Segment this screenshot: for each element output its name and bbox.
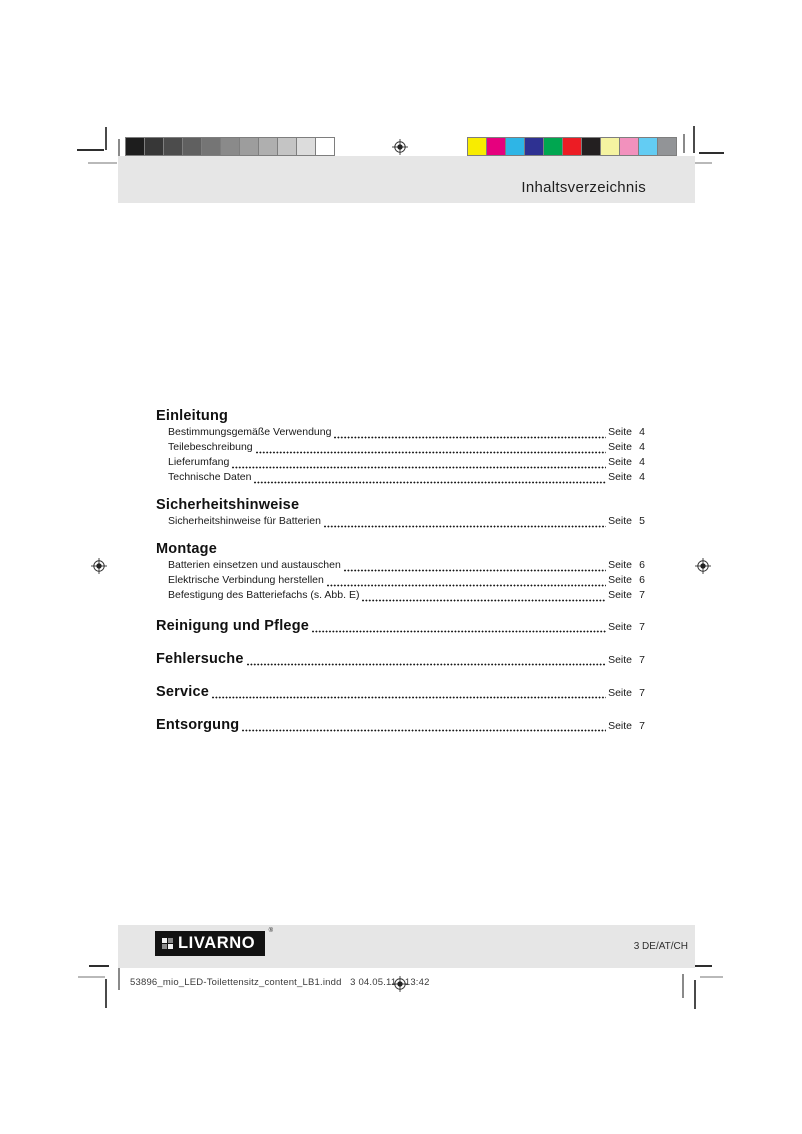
crop-mark-bottom-left-horizontal: [89, 965, 109, 967]
crop-tick-top-left: [118, 139, 120, 156]
dot-leader: [254, 481, 606, 484]
dot-leader: [242, 729, 606, 732]
calibration-swatch: [619, 137, 639, 156]
logo-grid-square: [168, 938, 173, 943]
toc-section-title-row: [156, 683, 645, 703]
grayscale-calibration-bar: [125, 137, 335, 156]
calibration-swatch: [562, 137, 582, 156]
toc-section-title-row: [156, 716, 645, 736]
toc-section: [156, 540, 645, 604]
dot-leader: [334, 436, 606, 439]
page-number: 4: [639, 441, 645, 453]
calibration-swatch: [600, 137, 620, 156]
toc-entry-label: Batterien einsetzen und austauschen: [168, 559, 341, 571]
toc-entry: [156, 589, 645, 604]
toc-section: [156, 716, 645, 736]
toc-entry-label: Lieferumfang: [168, 456, 230, 468]
page-word: Seite: [608, 687, 632, 699]
crop-mark-bottom-right-horizontal-light: [700, 976, 723, 978]
calibration-swatch: [277, 137, 297, 156]
page-number-region-label: 3 DE/AT/CH: [633, 941, 688, 952]
page-number: 7: [639, 654, 645, 666]
toc-section-title-row: [156, 650, 645, 670]
toc-entry-label: Teilebeschreibung: [168, 441, 253, 453]
toc-entry-label: Elektrische Verbindung herstellen: [168, 574, 324, 586]
toc-entry-label: Technische Daten: [168, 471, 252, 483]
page-word: Seite: [608, 515, 632, 527]
page-word: Seite: [608, 720, 632, 732]
page-word: Seite: [608, 471, 632, 483]
page-number: 7: [639, 720, 645, 732]
calibration-swatch: [467, 137, 487, 156]
toc-entry: [156, 441, 645, 456]
table-of-contents: [156, 407, 645, 736]
dot-leader: [232, 466, 606, 469]
calibration-swatch: [125, 137, 145, 156]
toc-section: [156, 496, 645, 530]
dot-leader: [256, 451, 606, 454]
toc-section-title-row: [156, 407, 645, 426]
page-word: Seite: [608, 574, 632, 586]
crop-tick-top-right: [683, 134, 685, 153]
page-number: 7: [639, 621, 645, 633]
calibration-swatch: [144, 137, 164, 156]
crop-tick-bottom-right: [682, 974, 684, 998]
toc-entry-label: Bestimmungsgemäße Verwendung: [168, 426, 332, 438]
header-bar: [118, 156, 695, 203]
toc-section-title: Entsorgung: [156, 717, 240, 733]
toc-section: [156, 407, 645, 486]
page-word: Seite: [608, 589, 632, 601]
page-number: 4: [639, 456, 645, 468]
toc-section-title-row: [156, 540, 645, 559]
dot-leader: [247, 663, 606, 666]
toc-section-title: Montage: [156, 541, 218, 557]
calibration-swatch: [638, 137, 658, 156]
page-word: Seite: [608, 654, 632, 666]
color-calibration-bar: [467, 137, 677, 156]
toc-section-title: Reinigung und Pflege: [156, 618, 310, 634]
toc-entry: [156, 574, 645, 589]
toc-section-title-row: [156, 617, 645, 637]
calibration-swatch: [505, 137, 525, 156]
calibration-swatch: [657, 137, 677, 156]
dot-leader: [312, 630, 606, 633]
toc-section-title-row: [156, 496, 645, 515]
toc-entry: [156, 559, 645, 574]
page-number: 4: [639, 471, 645, 483]
calibration-swatch: [486, 137, 506, 156]
toc-section: [156, 683, 645, 703]
registration-mark-icon: [91, 558, 108, 575]
logo-grid-square: [162, 944, 167, 949]
toc-section-title: Einleitung: [156, 408, 229, 424]
toc-entry-label: Sicherheitshinweise für Batterien: [168, 515, 321, 527]
crop-mark-bottom-left-horizontal-light: [78, 976, 105, 978]
page-word: Seite: [608, 559, 632, 571]
calibration-swatch: [543, 137, 563, 156]
registered-trademark-symbol: ®: [268, 928, 273, 934]
crop-mark-top-right-vertical: [693, 126, 695, 153]
livarno-logo-grid-icon: [162, 938, 173, 949]
livarno-logo-text: LIVARNO: [178, 934, 256, 953]
toc-section: [156, 650, 645, 670]
page-word: Seite: [608, 456, 632, 468]
toc-section-title: Service: [156, 684, 209, 700]
page-word: Seite: [608, 621, 632, 633]
toc-section-title: Fehlersuche: [156, 651, 244, 667]
calibration-swatch: [163, 137, 183, 156]
livarno-logo: [155, 928, 273, 956]
logo-grid-square: [168, 944, 173, 949]
page-number: 6: [639, 574, 645, 586]
calibration-swatch: [296, 137, 316, 156]
calibration-swatch: [220, 137, 240, 156]
calibration-swatch: [182, 137, 202, 156]
page-number: 7: [639, 687, 645, 699]
footer-bar: [118, 925, 695, 968]
toc-entry: [156, 426, 645, 441]
crop-mark-bottom-right-vertical: [694, 980, 696, 1009]
page-word: Seite: [608, 426, 632, 438]
logo-grid-square: [162, 938, 167, 943]
page-word: Seite: [608, 441, 632, 453]
calibration-swatch: [524, 137, 544, 156]
dot-leader: [327, 584, 606, 587]
page-number: 5: [639, 515, 645, 527]
print-file-info: 53896_mio_LED-Toilettensitz_content_LB1.indd 3 04.05.11 13:42: [130, 977, 430, 988]
toc-entry: [156, 515, 645, 530]
calibration-swatch: [239, 137, 259, 156]
page-number: 4: [639, 426, 645, 438]
calibration-swatch: [581, 137, 601, 156]
crop-mark-top-right-horizontal: [699, 152, 724, 154]
toc-section-title: Sicherheitshinweise: [156, 497, 300, 513]
crop-mark-top-left-horizontal: [77, 149, 104, 151]
registration-mark-icon: [392, 139, 409, 156]
dot-leader: [362, 599, 606, 602]
registration-mark-icon: [695, 558, 712, 575]
dot-leader: [212, 696, 606, 699]
toc-entry: [156, 456, 645, 471]
dot-leader: [324, 525, 606, 528]
crop-mark-bottom-left-vertical: [105, 979, 107, 1008]
page-number: 7: [639, 589, 645, 601]
crop-mark-top-left-horizontal-light: [88, 162, 117, 164]
crop-mark-top-left-vertical: [105, 127, 107, 150]
toc-entry: [156, 471, 645, 486]
dot-leader: [344, 569, 606, 572]
toc-entry-label: Befestigung des Batteriefachs (s. Abb. E): [168, 589, 360, 601]
calibration-swatch: [315, 137, 335, 156]
page-title: Inhaltsverzeichnis: [521, 179, 646, 196]
calibration-swatch: [201, 137, 221, 156]
page-number: 6: [639, 559, 645, 571]
toc-section: [156, 617, 645, 637]
calibration-swatch: [258, 137, 278, 156]
